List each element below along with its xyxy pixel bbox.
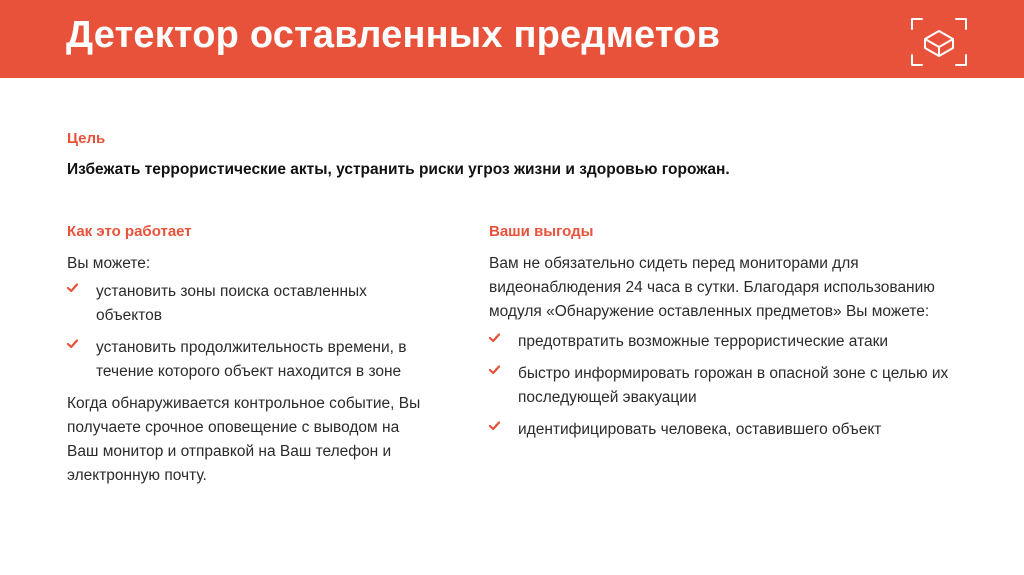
list-item [67,280,427,328]
how-it-works-intro: Вы можете: [67,255,151,272]
list-item-text: быстро информировать горожан в опасной зоне с целью их последующей эвакуации [518,365,949,406]
list-item-text: предотвратить возможные террористические атаки [518,333,889,350]
goal-text: Избежать террористические акты, устранить риски угроз жизни и здоровью горожан. [67,161,730,178]
cube-in-frame-icon [910,17,968,67]
benefits-intro: Вам не обязательно сидеть перед мониторами для видеонаблюдения 24 часа в сутки. Благодаря использованию модуля «Обнаружение оставленных предметов» Вы можете: [489,255,935,320]
list-item-text: установить зоны поиска оставленных объектов [96,283,367,324]
list-item [489,362,959,410]
how-it-works-section [67,220,427,488]
checkmark-icon [489,421,500,431]
page-title: Детектор оставленных предметов [66,14,721,56]
list-item-text: установить продолжительность времени, в течение которого объект находится в зоне [96,339,407,380]
list-item [67,336,427,384]
how-it-works-heading: Как это работает [67,223,192,240]
how-it-works-outro: Когда обнаруживается контрольное событие, Вы получаете срочное оповещение с выводом на Ваш монитор и отправкой на Ваш телефон и электронную почту. [67,395,421,484]
goal-label: Цель [67,130,106,147]
checkmark-icon [67,339,78,349]
list-item [489,418,959,442]
benefits-list [489,330,959,442]
checkmark-icon [489,365,500,375]
checkmark-icon [67,283,78,293]
how-it-works-list [67,280,427,384]
list-item [489,330,959,354]
benefits-heading: Ваши выгоды [489,223,594,240]
list-item-text: идентифицировать человека, оставившего объект [518,421,882,438]
header-bar [0,0,1024,78]
checkmark-icon [489,333,500,343]
benefits-section [489,220,959,450]
